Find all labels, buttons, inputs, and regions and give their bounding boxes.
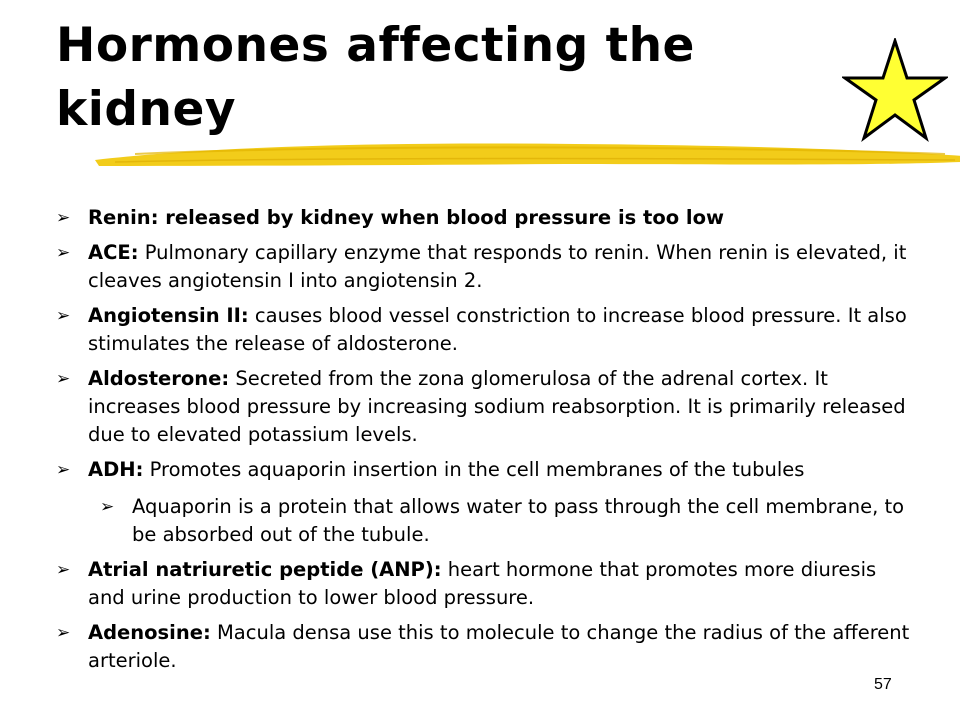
bullet-term: ADH: [88, 458, 144, 481]
list-item [52, 204, 912, 232]
bullet-text: Macula densa use this to molecule to change the radius of the afferent arteriole. [88, 621, 910, 672]
slide-title: Hormones affecting the kidney [56, 18, 695, 137]
bullet-text: heart hormone that promotes more diuresis and urine production to lower blood pressure. [88, 558, 877, 609]
arrow-bullet-icon: ➢ [56, 369, 71, 389]
bullet-list [52, 204, 912, 675]
bullet-text: Pulmonary capillary enzyme that responds to renin. When renin is elevated, it cleaves angiotensin I into angiotensin 2. [88, 241, 907, 292]
list-item [52, 456, 912, 484]
bullet-term: Renin: released by kidney when blood pressure is too low [88, 206, 725, 229]
list-item [52, 556, 912, 612]
bullet-text: Promotes aquaporin insertion in the cell membranes of the tubules [143, 458, 805, 481]
arrow-bullet-icon: ➢ [56, 306, 71, 326]
list-item [52, 239, 912, 295]
bullet-term: Aldosterone: [88, 367, 230, 390]
bullet-term: ACE: [88, 241, 139, 264]
title-underline-brushstroke [95, 138, 960, 170]
bullet-text: causes blood vessel constriction to increase blood pressure. It also stimulates the release of aldosterone. [88, 304, 907, 355]
arrow-bullet-icon: ➢ [56, 623, 71, 643]
arrow-bullet-icon: ➢ [56, 208, 71, 228]
bullet-term: Adenosine: [88, 621, 211, 644]
list-item [52, 619, 912, 675]
list-item [52, 365, 912, 449]
list-item [52, 302, 912, 358]
page-number: 57 [874, 676, 892, 693]
arrow-bullet-icon: ➢ [100, 497, 115, 517]
arrow-bullet-icon: ➢ [56, 243, 71, 263]
bullet-term: Angiotensin II: [88, 304, 249, 327]
bullet-text: Aquaporin is a protein that allows water to pass through the cell membrane, to be absorbed out of the tubule. [132, 495, 905, 546]
bullet-text: Secreted from the zona glomerulosa of the adrenal cortex. It increases blood pressure by increasing sodium reabsorption. It is primarily released due to elevated potassium levels. [88, 367, 906, 446]
arrow-bullet-icon: ➢ [56, 460, 71, 480]
arrow-bullet-icon: ➢ [56, 560, 71, 580]
star-icon [842, 38, 948, 144]
sub-list-item [96, 493, 912, 549]
bullet-term: Atrial natriuretic peptide (ANP): [88, 558, 442, 581]
